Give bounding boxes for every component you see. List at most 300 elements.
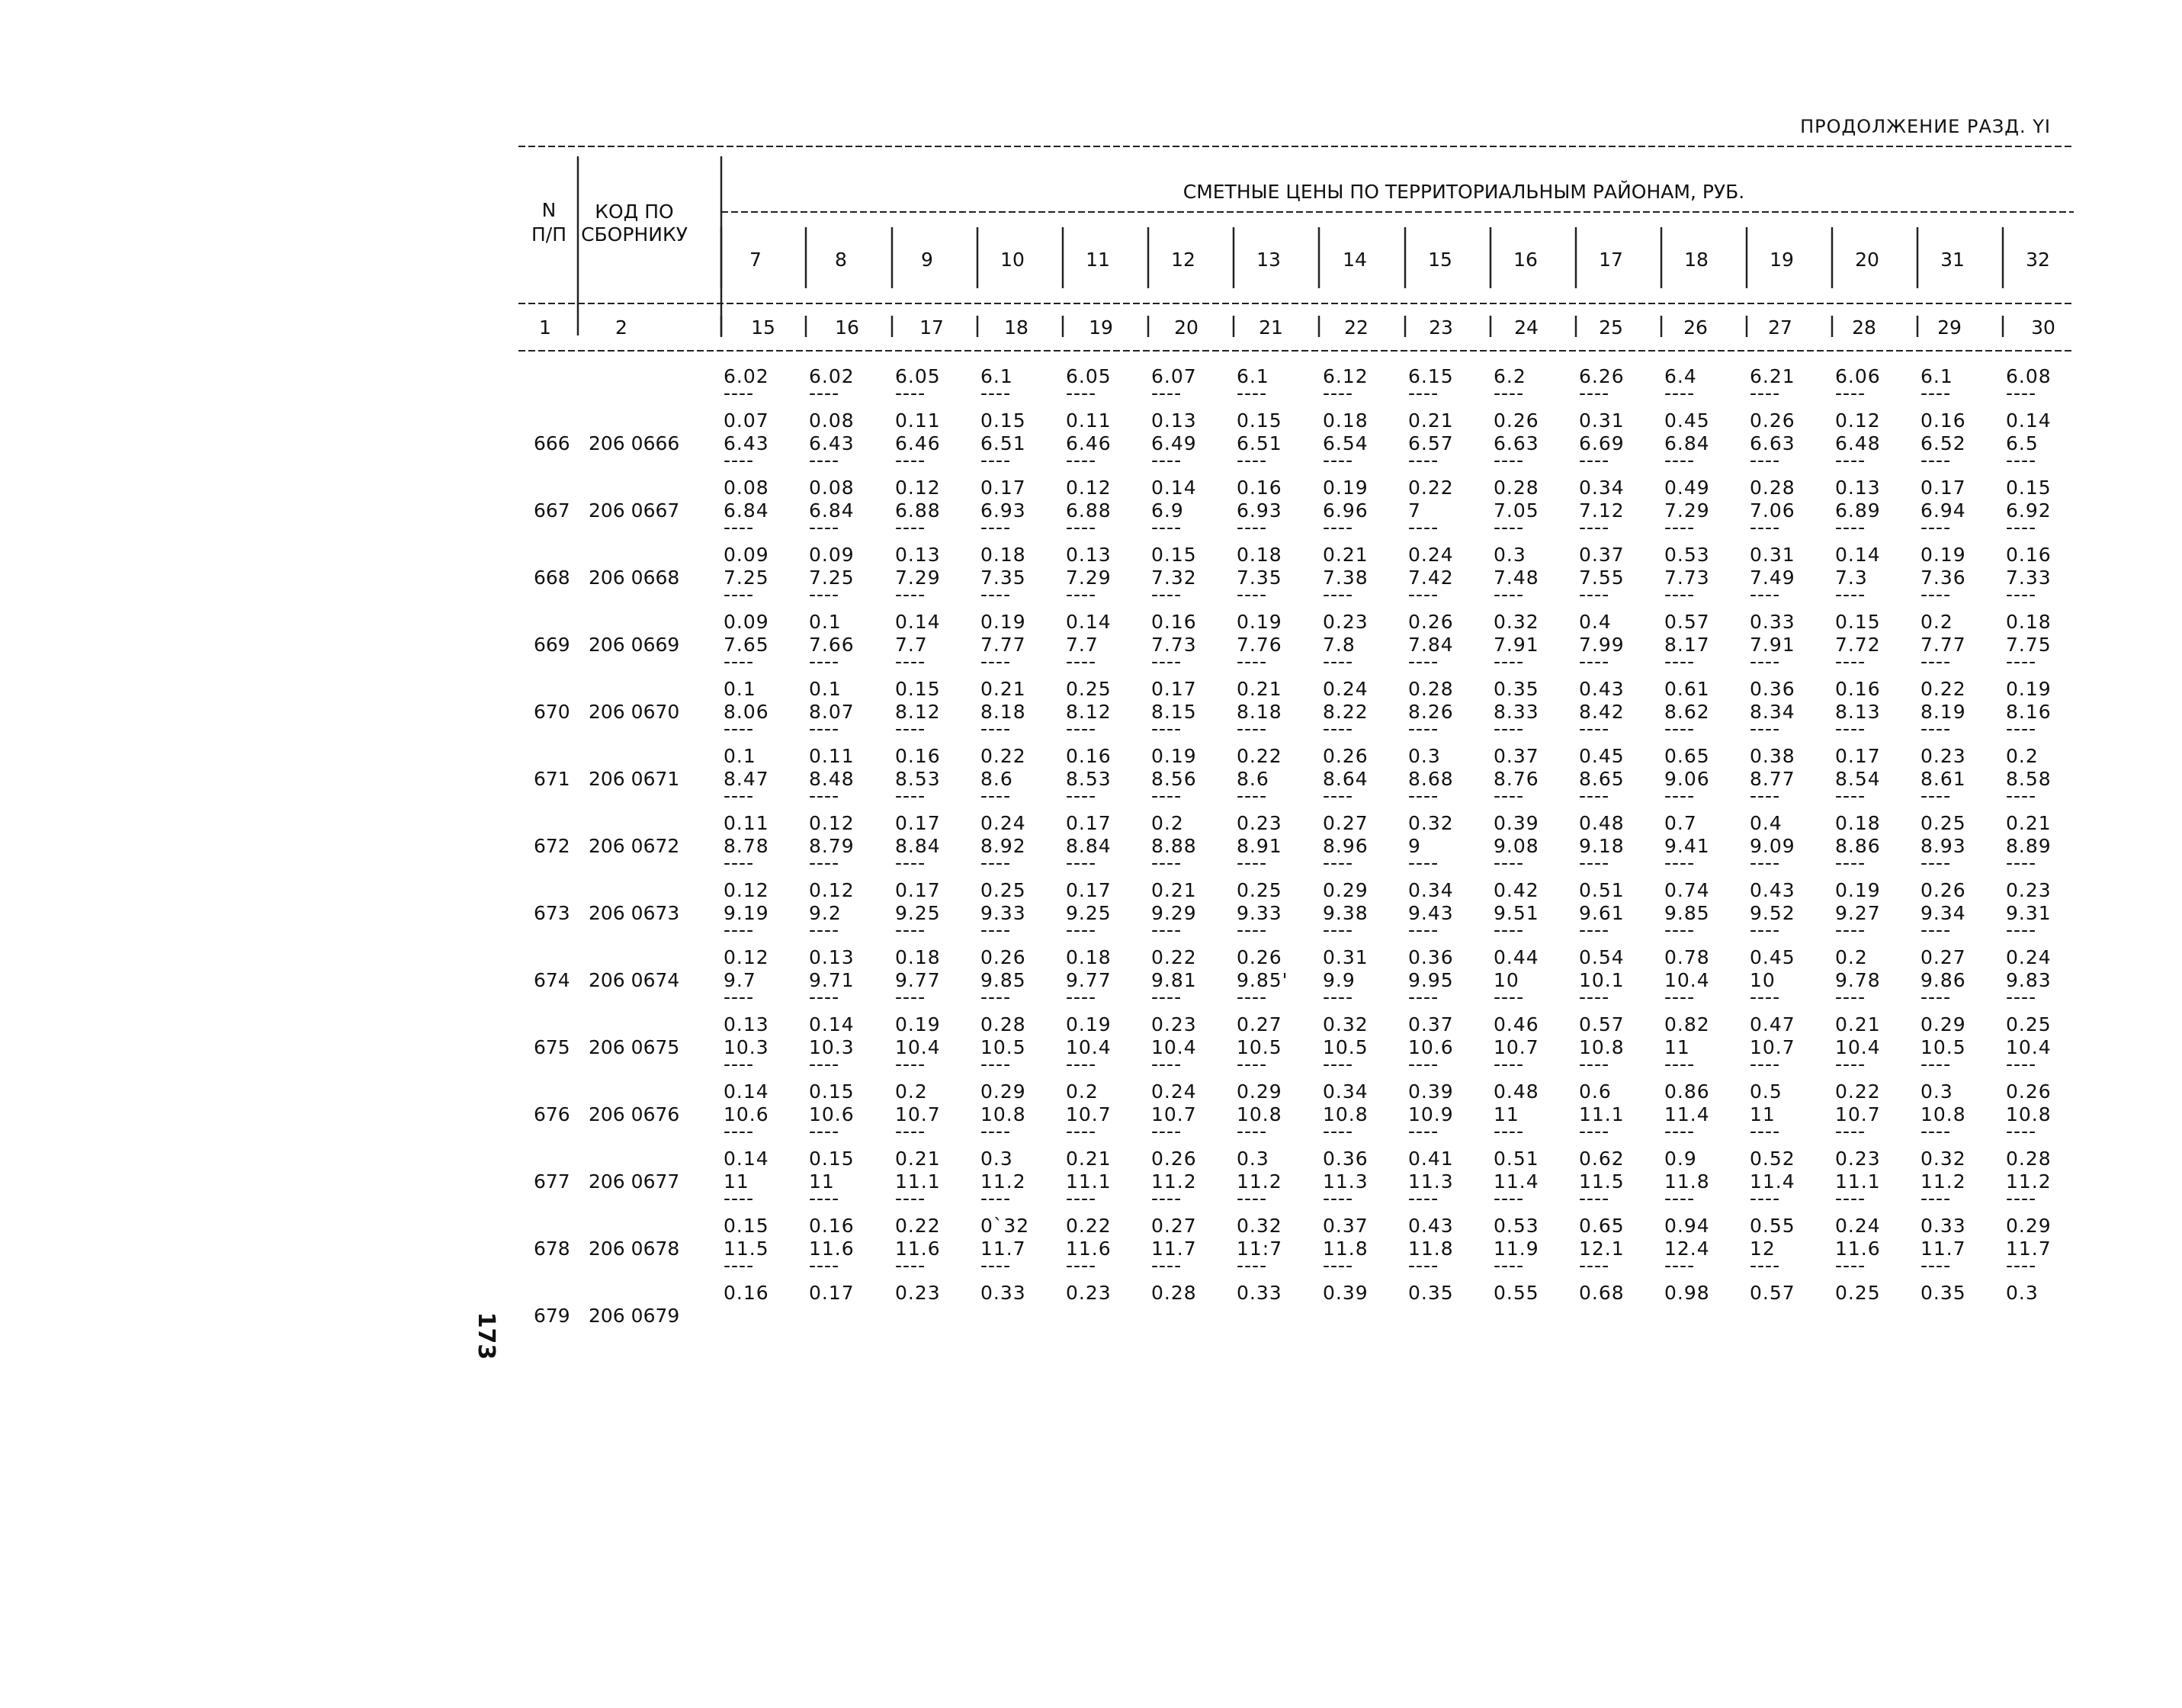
fraction-line: ----: [2006, 650, 2037, 673]
price-value: 11.1: [1066, 1170, 1112, 1193]
price-value: 11.7: [1151, 1238, 1197, 1260]
price-value: 11.2: [2006, 1170, 2052, 1193]
price-value: 10.7: [1151, 1103, 1197, 1125]
price-value: 10.4: [895, 1036, 941, 1058]
fraction-line: ----: [1323, 650, 1354, 673]
price-value: 8.19: [1920, 701, 1966, 723]
region-header: 18: [1684, 249, 1709, 271]
price-value: 11.2: [980, 1170, 1026, 1193]
fraction-line: ----: [1920, 1254, 1952, 1276]
price-value: 11.6: [1835, 1238, 1881, 1260]
increment-value: 0.28: [1151, 1282, 1197, 1304]
row-number: 676: [534, 1103, 570, 1125]
price-value: 9.77: [1066, 969, 1112, 991]
increment-value: 0.09: [724, 611, 769, 633]
price-value: 7.73: [1664, 567, 1710, 589]
fraction-line: ----: [724, 516, 755, 538]
increment-value: 0.25: [1066, 678, 1112, 700]
increment-value: 0.51: [1579, 879, 1625, 901]
fraction-line: ----: [1494, 1254, 1525, 1276]
fraction-line: ----: [1664, 516, 1696, 538]
fraction-line: ----: [1066, 1053, 1097, 1075]
fraction-line: ----: [1408, 583, 1439, 605]
region-header: 16: [1513, 249, 1538, 271]
increment-value: 0.15: [980, 409, 1026, 432]
price-value: 7.7: [1066, 634, 1099, 656]
price-value: 8.61: [1920, 768, 1966, 790]
fraction-line: ----: [1664, 785, 1696, 807]
fraction-line: ----: [1408, 986, 1439, 1008]
row-code: 206 0679: [589, 1305, 680, 1327]
increment-value: 0.34: [1323, 1080, 1369, 1103]
fraction-line: ----: [1066, 1187, 1097, 1209]
increment-value: 0.15: [809, 1148, 855, 1170]
fraction-line: ----: [1750, 986, 1781, 1008]
column-number: 1: [539, 316, 551, 339]
fraction-line: ----: [1408, 516, 1439, 538]
increment-value: 0.08: [724, 477, 769, 499]
increment-value: 0.54: [1579, 946, 1625, 968]
price-value: 9.38: [1323, 902, 1369, 924]
increment-value: 0.17: [809, 1282, 855, 1304]
row-code: 206 0675: [589, 1036, 680, 1058]
fraction-line: ----: [1750, 1187, 1781, 1209]
fraction-line: ----: [2006, 1120, 2037, 1142]
fraction-line: ----: [1579, 986, 1610, 1008]
fraction-line: ----: [2006, 1187, 2037, 1209]
increment-value: 0.45: [1664, 409, 1710, 432]
increment-value: 0.1: [724, 745, 756, 767]
fraction-line: ----: [980, 449, 1012, 471]
col-n-header-line2: П/П: [531, 223, 567, 246]
price-value: 9.19: [724, 902, 769, 924]
region-headers: [749, 249, 2050, 271]
fraction-line: ----: [1237, 1053, 1268, 1075]
increment-value: 0.86: [1664, 1080, 1710, 1103]
increment-value: 0.08: [809, 477, 855, 499]
increment-value: 0.12: [724, 879, 769, 901]
increment-value: 0.27: [1323, 812, 1369, 834]
increment-value: 0.45: [1579, 745, 1625, 767]
increment-value: 0.32: [1408, 812, 1454, 834]
fraction-line: ----: [724, 718, 755, 740]
price-value: 9.78: [1835, 969, 1881, 991]
region-header: 10: [1000, 249, 1025, 271]
increment-value: 0.49: [1664, 477, 1710, 499]
fraction-line: ----: [1920, 1120, 1952, 1142]
fraction-line: ----: [895, 852, 926, 874]
price-value: 8.18: [1237, 701, 1282, 723]
price-value: 6.84: [809, 499, 855, 522]
price-value: 6.07: [1151, 365, 1197, 387]
region-header: 9: [921, 249, 933, 271]
fraction-line: ----: [1151, 1053, 1182, 1075]
fraction-line: ----: [1664, 583, 1696, 605]
increment-value: 0.27: [1920, 946, 1966, 968]
price-value: 10.3: [724, 1036, 769, 1058]
fraction-line: ----: [1066, 785, 1097, 807]
price-value: 7.66: [809, 634, 855, 656]
increment-value: 0.61: [1664, 678, 1710, 700]
price-value: 6.93: [980, 499, 1026, 522]
fraction-line: ----: [1664, 1120, 1696, 1142]
fraction-line: ----: [724, 449, 755, 471]
increment-value: 0.5: [1750, 1080, 1783, 1103]
increment-value: 0.26: [1494, 409, 1539, 432]
price-value: 8.89: [2006, 835, 2052, 857]
row-code: 206 0676: [589, 1103, 680, 1125]
increment-value: 0.28: [980, 1013, 1026, 1035]
row-code: 206 0678: [589, 1238, 680, 1260]
fraction-line: ----: [1494, 852, 1525, 874]
price-value: 8.91: [1237, 835, 1282, 857]
price-value: 10.9: [1408, 1103, 1454, 1125]
fraction-line: ----: [2006, 382, 2037, 404]
price-value: 9.85: [980, 969, 1026, 991]
price-value: 6.06: [1835, 365, 1881, 387]
price-value: 6.46: [1066, 432, 1112, 454]
increment-value: 0.27: [1237, 1013, 1282, 1035]
price-value: 9.18: [1579, 835, 1625, 857]
fraction-line: ----: [1920, 1187, 1952, 1209]
price-value: 6.4: [1664, 365, 1697, 387]
price-value: 10.8: [1920, 1103, 1966, 1125]
fraction-line: ----: [724, 382, 755, 404]
price-value: 6.1: [1920, 365, 1953, 387]
fraction-line: ----: [895, 1053, 926, 1075]
increment-value: 0.26: [1750, 409, 1795, 432]
row-number: 672: [534, 835, 570, 857]
increment-value: 0.24: [1835, 1215, 1881, 1237]
fraction-line: ----: [1750, 852, 1781, 874]
fraction-line: ----: [1664, 382, 1696, 404]
fraction-line: ----: [1237, 1187, 1268, 1209]
price-value: 10.7: [1750, 1036, 1795, 1058]
region-header: 13: [1256, 249, 1281, 271]
increment-value: 0.17: [1920, 477, 1966, 499]
increment-value: 0.53: [1664, 544, 1710, 566]
price-value: 10.5: [1323, 1036, 1369, 1058]
increment-value: 0.29: [1237, 1080, 1282, 1103]
fraction-line: ----: [1579, 583, 1610, 605]
increment-value: 0.36: [1408, 946, 1454, 968]
fraction-line: ----: [2006, 986, 2037, 1008]
price-value: 10: [1750, 969, 1776, 991]
price-value: 11.3: [1323, 1170, 1369, 1193]
price-value: 8.92: [980, 835, 1026, 857]
increment-value: 0.48: [1579, 812, 1625, 834]
fraction-line: ----: [1579, 516, 1610, 538]
increment-value: 0.17: [895, 812, 941, 834]
price-value: 8.62: [1664, 701, 1710, 723]
price-value: 6.1: [1237, 365, 1269, 387]
fraction-line: ----: [980, 1120, 1012, 1142]
fraction-line: ----: [895, 583, 926, 605]
increment-value: 0.33: [1237, 1282, 1282, 1304]
fraction-line: ----: [724, 1254, 755, 1276]
price-value: 8.68: [1408, 768, 1454, 790]
price-value: 8.42: [1579, 701, 1625, 723]
increment-value: 0.22: [1237, 745, 1282, 767]
fraction-line: ----: [1835, 1120, 1866, 1142]
increment-value: 0.44: [1494, 946, 1539, 968]
price-value: 11:7: [1237, 1238, 1283, 1260]
price-value: 6.5: [2006, 432, 2039, 454]
price-value: 10.4: [1835, 1036, 1881, 1058]
price-value: 11.6: [895, 1238, 941, 1260]
price-value: 10.5: [980, 1036, 1026, 1058]
row-code: 206 0677: [589, 1170, 680, 1193]
fraction-line: ----: [2006, 516, 2037, 538]
increment-value: 0.6: [1579, 1080, 1612, 1103]
increment-value: 0.23: [1066, 1282, 1112, 1304]
fraction-line: ----: [1323, 1120, 1354, 1142]
increment-value: 0.3: [1237, 1148, 1269, 1170]
increment-value: 0.17: [1066, 812, 1112, 834]
fraction-line: ----: [809, 449, 840, 471]
increment-value: 0.34: [1408, 879, 1454, 901]
price-value: 8.6: [1237, 768, 1269, 790]
increment-value: 0.43: [1408, 1215, 1454, 1237]
price-value: 10.8: [1579, 1036, 1625, 1058]
increment-value: 0.1: [809, 611, 842, 633]
increment-value: 0.12: [809, 879, 855, 901]
increment-value: 0.14: [1066, 611, 1112, 633]
increment-value: 0.37: [1323, 1215, 1369, 1237]
column-number: 28: [1852, 316, 1876, 339]
price-value: 9.33: [980, 902, 1026, 924]
price-value: 11.7: [1920, 1238, 1966, 1260]
price-value: 7.29: [1066, 567, 1112, 589]
price-value: 6.63: [1750, 432, 1795, 454]
fraction-line: ----: [1066, 986, 1097, 1008]
price-value: 9.52: [1750, 902, 1795, 924]
increment-value: 0.17: [1151, 678, 1197, 700]
region-header: 31: [1940, 249, 1965, 271]
fraction-line: ----: [1494, 1187, 1525, 1209]
fraction-line: ----: [1579, 1254, 1610, 1276]
increment-value: 0.23: [1323, 611, 1369, 633]
price-value: 10.5: [1237, 1036, 1282, 1058]
price-value: 6.48: [1835, 432, 1881, 454]
price-value: 9: [1408, 835, 1421, 857]
price-value: 7: [1408, 499, 1421, 522]
column-number: 2: [615, 316, 627, 339]
increment-value: 0.78: [1664, 946, 1710, 968]
increment-value: 0.3: [1920, 1080, 1953, 1103]
fraction-line: ----: [1579, 919, 1610, 941]
increment-value: 0.4: [1579, 611, 1612, 633]
fraction-line: ----: [1750, 449, 1781, 471]
increment-value: 0.21: [1408, 409, 1454, 432]
increment-value: 0.22: [1835, 1080, 1881, 1103]
increment-value: 0.11: [724, 812, 769, 834]
increment-value: 0.19: [1323, 477, 1369, 499]
increment-value: 0.42: [1494, 879, 1539, 901]
increment-value: 0.51: [1494, 1148, 1539, 1170]
fraction-line: ----: [1237, 1120, 1268, 1142]
increment-value: 0.34: [1579, 477, 1625, 499]
price-value: 10.7: [1066, 1103, 1112, 1125]
increment-value: 0.14: [809, 1013, 855, 1035]
fraction-line: ----: [1066, 1254, 1097, 1276]
region-header: 12: [1171, 249, 1195, 271]
column-number: 21: [1259, 316, 1283, 339]
increment-value: 0.3: [2006, 1282, 2039, 1304]
fraction-line: ----: [1835, 718, 1866, 740]
price-value: 7.49: [1750, 567, 1795, 589]
fraction-line: ----: [809, 986, 840, 1008]
increment-value: 0.29: [1920, 1013, 1966, 1035]
fraction-line: ----: [980, 650, 1012, 673]
fraction-line: ----: [1494, 449, 1525, 471]
price-value: 9.27: [1835, 902, 1881, 924]
continuation-label: ПРОДОЛЖЕНИЕ РАЗД. YI: [1800, 116, 2051, 137]
fraction-line: ----: [809, 650, 840, 673]
fraction-line: ----: [980, 919, 1012, 941]
fraction-line: ----: [1066, 583, 1097, 605]
price-value: 9.85': [1237, 969, 1288, 991]
fraction-line: ----: [980, 1187, 1012, 1209]
fraction-line: ----: [2006, 785, 2037, 807]
row-code: 206 0674: [589, 969, 680, 991]
price-value: 8.84: [1066, 835, 1112, 857]
price-value: 11.8: [1664, 1170, 1710, 1193]
increment-value: 0.24: [1323, 678, 1369, 700]
increment-value: 0.23: [1237, 812, 1282, 834]
increment-value: 0.15: [895, 678, 941, 700]
fraction-line: ----: [1494, 583, 1525, 605]
row-code: 206 0672: [589, 835, 680, 857]
price-value: 6.51: [1237, 432, 1282, 454]
row-number: 671: [534, 768, 570, 790]
price-value: 8.12: [1066, 701, 1112, 723]
increment-value: 0.13: [1835, 477, 1881, 499]
fraction-line: ----: [1920, 986, 1952, 1008]
fraction-line: ----: [2006, 1053, 2037, 1075]
column-number: 15: [751, 316, 775, 339]
fraction-line: ----: [1323, 1187, 1354, 1209]
increment-value: 0.26: [1408, 611, 1454, 633]
increment-value: 0.32: [1494, 611, 1539, 633]
price-value: 11.3: [1408, 1170, 1454, 1193]
fraction-line: ----: [1066, 516, 1097, 538]
price-value: 6.63: [1494, 432, 1539, 454]
increment-value: 0.28: [1494, 477, 1539, 499]
fraction-line: ----: [980, 382, 1012, 404]
fraction-line: ----: [895, 650, 926, 673]
increment-value: 0.29: [980, 1080, 1026, 1103]
price-value: 11: [809, 1170, 835, 1193]
region-header: 7: [749, 249, 762, 271]
fraction-line: ----: [1920, 583, 1952, 605]
fraction-line: ----: [1920, 919, 1952, 941]
increment-value: 0.13: [1151, 409, 1197, 432]
fraction-line: ----: [1664, 986, 1696, 1008]
fraction-line: ----: [1151, 919, 1182, 941]
price-value: 6.88: [1066, 499, 1112, 522]
increment-value: 0.21: [1237, 678, 1282, 700]
price-value: 7.55: [1579, 567, 1625, 589]
price-value: 9.95: [1408, 969, 1454, 991]
increment-value: 0.23: [1920, 745, 1966, 767]
price-value: 6.05: [895, 365, 941, 387]
column-number: 22: [1344, 316, 1369, 339]
row-number: 674: [534, 969, 570, 991]
increment-value: 0.13: [809, 946, 855, 968]
increment-value: 0.16: [1237, 477, 1282, 499]
price-value: 8.26: [1408, 701, 1454, 723]
price-value: 9.86: [1920, 969, 1966, 991]
increment-value: 0.46: [1494, 1013, 1539, 1035]
fraction-line: ----: [1323, 382, 1354, 404]
increment-value: 0.28: [1750, 477, 1795, 499]
increment-value: 0.14: [2006, 409, 2052, 432]
col-n-header-line1: N: [541, 199, 557, 221]
increment-value: 0.43: [1579, 678, 1625, 700]
price-value: 8.58: [2006, 768, 2052, 790]
increment-value: 0.24: [2006, 946, 2052, 968]
fraction-line: ----: [1323, 718, 1354, 740]
increment-value: 0.21: [1066, 1148, 1112, 1170]
fraction-line: ----: [1835, 449, 1866, 471]
price-value: 7.84: [1408, 634, 1454, 656]
price-value: 12.1: [1579, 1238, 1625, 1260]
price-value: 6.51: [980, 432, 1026, 454]
price-value: 11.2: [1237, 1170, 1282, 1193]
fraction-line: ----: [1750, 785, 1781, 807]
price-value: 7.73: [1151, 634, 1197, 656]
price-value: 9.43: [1408, 902, 1454, 924]
column-number: 26: [1683, 316, 1708, 339]
fraction-line: ----: [1835, 583, 1866, 605]
price-value: 7.65: [724, 634, 769, 656]
price-value: 9.83: [2006, 969, 2052, 991]
region-header: 32: [2026, 249, 2050, 271]
fraction-line: ----: [724, 1120, 755, 1142]
price-value: 9.51: [1494, 902, 1539, 924]
fraction-line: ----: [2006, 919, 2037, 941]
price-value: 11.7: [2006, 1238, 2052, 1260]
increment-value: 0.31: [1579, 409, 1625, 432]
fraction-line: ----: [1579, 1120, 1610, 1142]
fraction-line: ----: [1664, 1254, 1696, 1276]
fraction-line: ----: [895, 718, 926, 740]
price-value: 8.06: [724, 701, 769, 723]
increment-value: 0.68: [1579, 1282, 1625, 1304]
fraction-line: ----: [809, 785, 840, 807]
price-value: 7.35: [1237, 567, 1282, 589]
fraction-line: ----: [1494, 986, 1525, 1008]
column-number: 29: [1937, 316, 1962, 339]
increment-value: 0.4: [1750, 812, 1783, 834]
region-header: 15: [1428, 249, 1452, 271]
increment-value: 0.12: [1835, 409, 1881, 432]
price-value: 7.77: [1920, 634, 1966, 656]
increment-value: 0.26: [980, 946, 1026, 968]
fraction-line: ----: [809, 1053, 840, 1075]
fraction-line: ----: [1237, 516, 1268, 538]
fraction-line: ----: [1835, 986, 1866, 1008]
fraction-line: ----: [1323, 1254, 1354, 1276]
increment-value: 0.38: [1750, 745, 1795, 767]
fraction-line: ----: [1323, 919, 1354, 941]
price-value: 6.52: [1920, 432, 1966, 454]
price-value: 8.53: [1066, 768, 1112, 790]
price-value: 7.06: [1750, 499, 1795, 522]
increment-value: 0.19: [1835, 879, 1881, 901]
fraction-line: ----: [809, 1187, 840, 1209]
